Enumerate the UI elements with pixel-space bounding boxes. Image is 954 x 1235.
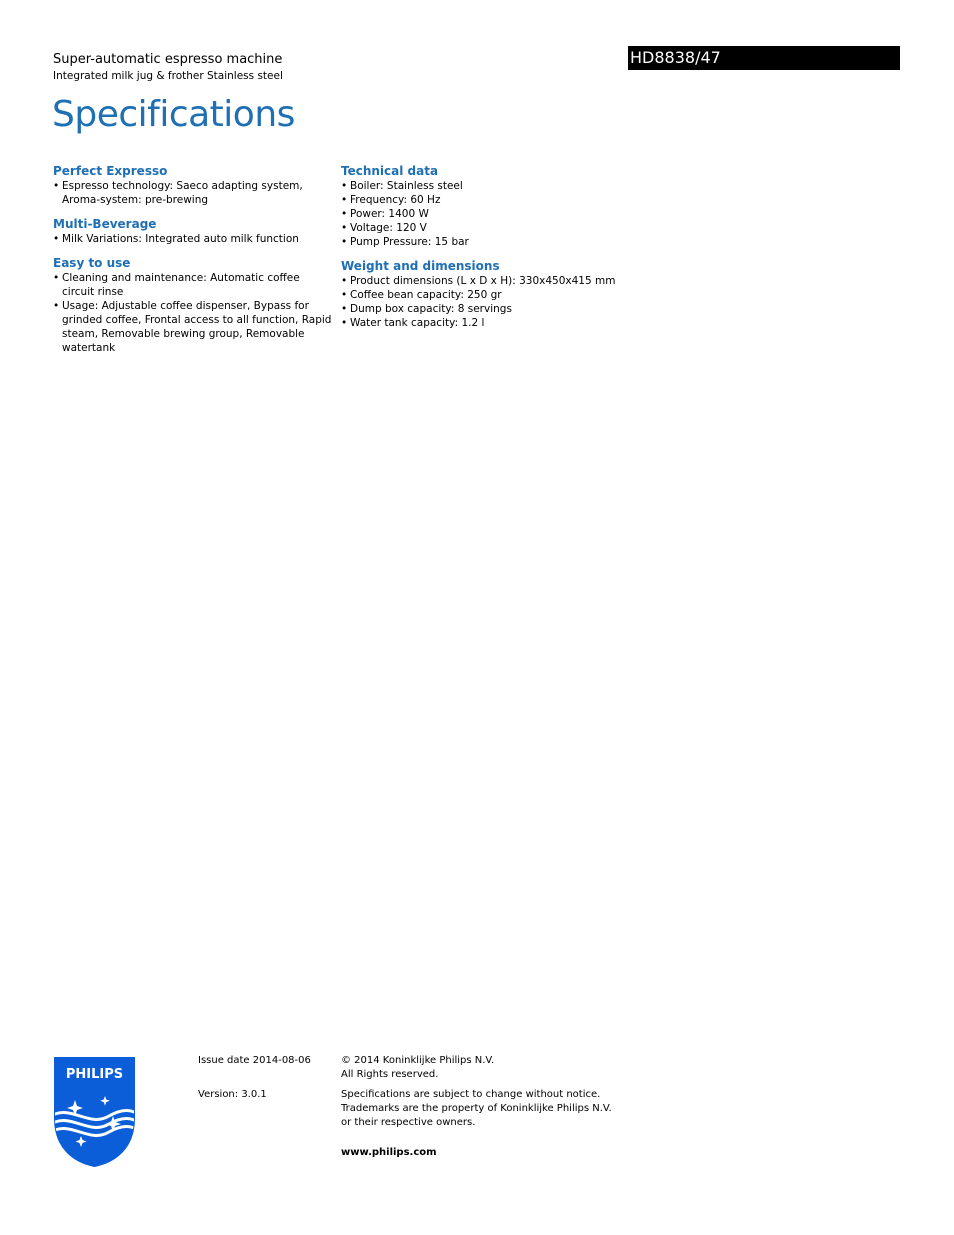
section-heading: Easy to use bbox=[53, 256, 131, 270]
left-spec-column bbox=[53, 163, 333, 364]
rights-reserved: All Rights reserved. bbox=[341, 1069, 439, 1080]
product-name: Super-automatic espresso machine bbox=[53, 52, 283, 67]
spec-item: • Espresso technology: Saeco adapting system, Aroma-system: pre-brewing bbox=[53, 179, 333, 207]
version: Version: 3.0.1 bbox=[198, 1089, 267, 1100]
spec-item: • Coffee bean capacity: 250 gr bbox=[341, 288, 631, 302]
spec-item: • Cleaning and maintenance: Automatic coffee circuit rinse bbox=[53, 271, 333, 299]
spec-item: • Milk Variations: Integrated auto milk function bbox=[53, 232, 333, 246]
spec-section-technical-data bbox=[341, 163, 631, 249]
section-heading: Multi-Beverage bbox=[53, 217, 157, 231]
section-heading: Perfect Expresso bbox=[53, 164, 168, 178]
spec-item: • Dump box capacity: 8 servings bbox=[341, 302, 631, 316]
spec-section-perfect-expresso bbox=[53, 163, 333, 207]
footer-issue-info bbox=[198, 1054, 311, 1102]
shield-icon bbox=[53, 1056, 136, 1168]
spec-item: • Power: 1400 W bbox=[341, 207, 631, 221]
notice-line: or their respective owners. bbox=[341, 1117, 476, 1128]
right-spec-column bbox=[341, 163, 631, 339]
model-number-bar: HD8838/47 bbox=[628, 46, 900, 70]
spec-item: • Product dimensions (L x D x H): 330x450x415 mm bbox=[341, 274, 631, 288]
spec-item: • Usage: Adjustable coffee dispenser, Bypass for grinded coffee, Frontal access to all function, Rapid steam, Removable brewing group, Removable watertank bbox=[53, 299, 333, 355]
spec-item: • Boiler: Stainless steel bbox=[341, 179, 631, 193]
product-subtitle: Integrated milk jug & frother Stainless steel bbox=[53, 70, 283, 82]
notice-line: Specifications are subject to change without notice. bbox=[341, 1089, 601, 1100]
spec-section-weight-dimensions bbox=[341, 258, 631, 330]
spec-section-multi-beverage bbox=[53, 216, 333, 246]
spec-item: • Voltage: 120 V bbox=[341, 221, 631, 235]
footer-legal bbox=[341, 1054, 631, 1160]
page-title: Specifications bbox=[52, 94, 295, 135]
copyright: © 2014 Koninklijke Philips N.V. bbox=[341, 1055, 495, 1066]
section-heading: Technical data bbox=[341, 164, 439, 178]
issue-date: Issue date 2014-08-06 bbox=[198, 1055, 311, 1066]
spec-item: • Pump Pressure: 15 bar bbox=[341, 235, 631, 249]
notice-line: Trademarks are the property of Koninklijke Philips N.V. bbox=[341, 1103, 612, 1114]
spec-item: • Water tank capacity: 1.2 l bbox=[341, 316, 631, 330]
website-link[interactable]: www.philips.com bbox=[341, 1147, 437, 1158]
spec-section-easy-to-use bbox=[53, 255, 333, 355]
philips-shield-logo bbox=[53, 1056, 136, 1168]
section-heading: Weight and dimensions bbox=[341, 259, 500, 273]
spec-item: • Frequency: 60 Hz bbox=[341, 193, 631, 207]
logo-wordmark: PHILIPS bbox=[65, 1067, 124, 1082]
